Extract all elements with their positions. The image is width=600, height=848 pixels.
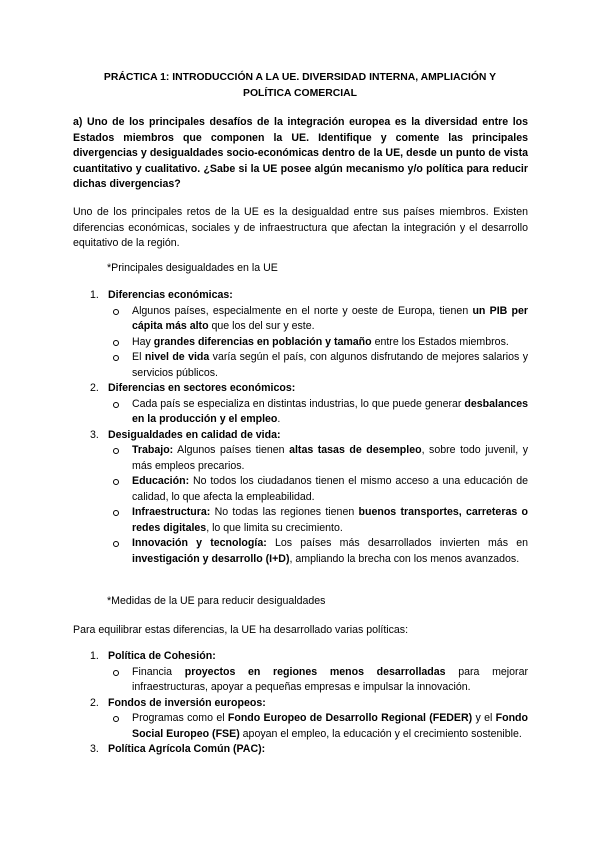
list-heading: Diferencias económicas: — [108, 289, 233, 301]
list-heading: Diferencias en sectores económicos: — [108, 382, 296, 394]
list-item — [80, 428, 528, 568]
sublist — [108, 665, 528, 696]
inequalities-list — [80, 288, 528, 567]
measures-list — [80, 649, 528, 758]
bullet-icon — [113, 448, 119, 454]
list-number: 1. — [90, 289, 99, 301]
sublist-item: Financia proyectos en regiones menos desarrolladas para mejorar infraestructuras, apoyar a pequeñas empresas e impulsar la innovación. — [108, 665, 528, 696]
bullet-icon — [113, 670, 119, 676]
sublist-item: Algunos países, especialmente en el norte y oeste de Europa, tienen un PIB per cápita más alto que los del sur y este. — [108, 304, 528, 335]
list-item — [80, 742, 528, 758]
measures-intro: Para equilibrar estas diferencias, la UE ha desarrollado varias políticas: — [73, 624, 409, 636]
section-heading-measures: *Medidas de la UE para reducir desigualdades — [107, 595, 326, 607]
bullet-icon — [113, 541, 119, 547]
list-number: 2. — [90, 382, 99, 394]
sublist-item: Hay grandes diferencias en población y tamaño entre los Estados miembros. — [108, 335, 528, 351]
list-heading: Política de Cohesión: — [108, 650, 216, 662]
sublist-item: Trabajo: Algunos países tienen altas tasas de desempleo, sobre todo juvenil, y más empleos precarios. — [108, 443, 528, 474]
bullet-icon — [113, 479, 119, 485]
section-heading-inequalities: *Principales desigualdades en la UE — [107, 262, 278, 274]
bullet-icon — [113, 355, 119, 361]
sublist-item: Educación: No todos los ciudadanos tienen el mismo acceso a una educación de calidad, lo que afecta la empleabilidad. — [108, 474, 528, 505]
list-item — [80, 288, 528, 381]
sublist — [108, 304, 528, 382]
list-item — [80, 649, 528, 696]
document-title: PRÁCTICA 1: INTRODUCCIÓN A LA UE. DIVERSIDAD INTERNA, AMPLIACIÓN Y POLÍTICA COMERCIAL — [103, 72, 497, 99]
sublist-item: Innovación y tecnología: Los países más desarrollados invierten más en investigación y desarrollo (I+D), ampliando la brecha con los menos avanzados. — [108, 536, 528, 567]
bullet-icon — [113, 716, 119, 722]
intro-paragraph: Uno de los principales retos de la UE es la desigualdad entre sus países miembros. Existen diferencias económicas, sociales y de infraestructura que afectan la integración y el desarrollo equitativo de la región. — [73, 206, 528, 249]
sublist — [108, 443, 528, 567]
sublist-item: Infraestructura: No todas las regiones tienen buenos transportes, carreteras o redes digitales, lo que limita su crecimiento. — [108, 505, 528, 536]
list-heading: Política Agrícola Común (PAC): — [108, 743, 266, 755]
sublist — [108, 711, 528, 742]
bullet-icon — [113, 402, 119, 408]
list-number: 3. — [90, 428, 99, 441]
list-number: 1. — [90, 650, 99, 662]
sublist-item: Programas como el Fondo Europeo de Desarrollo Regional (FEDER) y el Fondo Social Europeo (FSE) apoyan el empleo, la educación y el crecimiento sostenible. — [108, 711, 528, 742]
list-number: 2. — [90, 696, 99, 709]
list-item — [80, 696, 528, 743]
bullet-icon — [113, 340, 119, 346]
sublist — [108, 397, 528, 428]
sublist-item: Cada país se especializa en distintas industrias, lo que puede generar desbalances en la producción y el empleo. — [108, 397, 528, 428]
list-heading: Fondos de inversión europeos: — [108, 696, 266, 709]
sublist-item: El nivel de vida varía según el país, con algunos disfrutando de mejores salarios y servicios públicos. — [108, 350, 528, 381]
bullet-icon — [113, 309, 119, 315]
list-heading: Desigualdades en calidad de vida: — [108, 428, 281, 441]
question-a: a) Uno de los principales desafíos de la integración europea es la diversidad entre los Estados miembros que componen la UE. Identifique y comente las principales divergencias y desigualdades socio-económicas dentro de la UE, desde un punto de vista cuantitativo y cualitativo. ¿Sabe si la UE posee algún mecanismo y/o política para reducir dichas divergencias? — [73, 116, 528, 190]
bullet-icon — [113, 510, 119, 516]
list-item — [80, 381, 528, 428]
list-number: 3. — [90, 743, 99, 755]
